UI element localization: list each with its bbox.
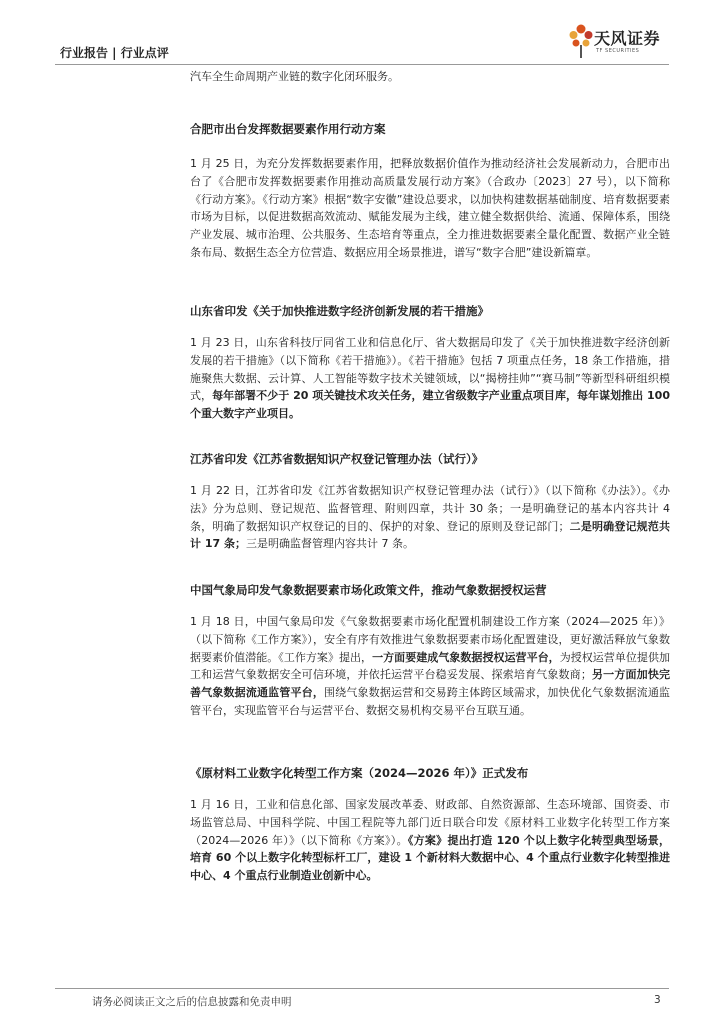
page-header [0, 0, 724, 70]
bold-text-run: 另一方面加快完善气象数据流通监管平台， [190, 668, 671, 700]
text-run: 三是明确监督管理内容共计 7 条。 [245, 537, 414, 551]
section-shandong [190, 303, 670, 423]
page-number: 3 [654, 994, 661, 1006]
section-title: 《原材料工业数字化转型工作方案（2024—2026 年）》正式发布 [190, 766, 529, 780]
footer-divider [55, 988, 669, 989]
text-run: 1 月 23 日，山东省科技厅同省工业和信息化厅、省大数据局印发了《关于加快推进数字经济创新发展的若干措施》（以下简称《若干措施》）。《若干措施》包括 7 项重点任务，18 条工作措施，措施聚焦大数据、云计算、人工智能等数字技术关键领域，以“揭榜挂帅”“赛马制”等新型科研组织模式， [190, 336, 670, 403]
text-run: 1 月 22 日，江苏省印发《江苏省数据知识产权登记管理办法（试行）》（以下简称《办法》）。《办法》分为总则、登记规范、监督管理、附则四章，共计 30 条；一是明确登记的基本内容共计 4 条，明确了数据知识产权登记的目的、保护的对象、登记的原则及登记部门； [190, 484, 670, 533]
section-raw-materials [190, 765, 670, 885]
company-logo [568, 20, 678, 62]
text-run: 1 月 25 日，为充分发挥数据要素作用，把释放数据价值作为推动经济社会发展新动力，合肥市出台了《合肥市发挥数据要素作用推动高质量发展行动方案》（合政办〔2023〕27 号），以下简称《行动方案》。《行动方案》根据“数字安徽”建设总要求，以加快构建数据基础制度、培育数据要素市场为目标，以促进数据高效流动、赋能发展为主线，建立健全数据供给、流通、保障体系，围绕产业发展、城市治理、公共服务、生态培育等重点，全力推进数据要素全量化配置、数据产业全链条布局、数据生态全方位营造、数据应用全场景推进，谱写“数字合肥”建设新篇章。 [190, 157, 670, 259]
text-run: 围绕气象数据运营和交易跨主体跨区域需求，加快优化气象数据流通监管平台，实现监管平台与运营平台、数据交易机构交易平台互联互通。 [190, 686, 670, 717]
section-paragraph [190, 482, 670, 553]
intro-line: 汽车全生命周期产业链的数字化闭环服务。 [190, 70, 399, 83]
bold-text-run: 二是明确登记规范共计 17 条； [190, 519, 670, 551]
bold-text-run: 一方面要建成气象数据授权运营平台， [372, 650, 560, 664]
logo-subtext: TF SECURITIES [596, 48, 640, 54]
section-title: 合肥市出台发挥数据要素作用行动方案 [190, 122, 386, 136]
bold-text-run: 每年部署不少于 20 项关键技术攻关任务，建立省级数字产业重点项目库，每年谋划推出 100 个重大数字产业项目。 [190, 389, 670, 421]
header-divider [55, 64, 669, 65]
section-title: 江苏省印发《江苏省数据知识产权登记管理办法（试行）》 [190, 452, 484, 466]
logo-text: 天风证券 [594, 29, 661, 48]
report-category: 行业报告 | 行业点评 [60, 46, 169, 60]
section-hefei [190, 121, 670, 262]
section-title: 山东省印发《关于加快推进数字经济创新发展的若干措施》 [190, 304, 489, 318]
text-run: 为授权运营单位提供加工和运营气象数据安全可信环境，并依托运营平台稳妥发展、探索培育气象数商； [190, 650, 671, 682]
text-run: 1 月 18 日，中国气象局印发《气象数据要素市场化配置机制建设工作方案（2024—2025 年）》（以下简称《工作方案》），安全有序有效推进气象数据要素市场化配置建设，更好激活释放气象数据要素价值潜能。《工作方案》提出， [190, 615, 670, 664]
section-paragraph [190, 613, 670, 720]
flower-logo-icon [568, 20, 594, 60]
intro [190, 68, 670, 85]
section-jiangsu [190, 451, 670, 553]
section-title: 中国气象局印发气象数据要素市场化政策文件，推动气象数据授权运营 [190, 583, 547, 597]
text-run: 1 月 16 日，工业和信息化部、国家发展改革委、财政部、自然资源部、生态环境部、国资委、市场监管总局、中国科学院、中国工程院等九部门近日联合印发《原材料工业数字化转型工作方案（2024—2026 年）》（以下简称《方案》）。 [190, 798, 670, 847]
section-paragraph [190, 155, 670, 262]
section-paragraph [190, 334, 670, 423]
section-paragraph [190, 796, 670, 885]
section-cma [190, 582, 670, 720]
bold-text-run: 《方案》提出打造 120 个以上数字化转型典型场景，培育 60 个以上数字化转型标杆工厂，建设 1 个新材料大数据中心、4 个重点行业数字化转型推进中心、4 个重点行业制造业创新中心。 [190, 833, 670, 883]
footer-disclaimer: 请务必阅读正文之后的信息披露和免责申明 [92, 996, 292, 1008]
